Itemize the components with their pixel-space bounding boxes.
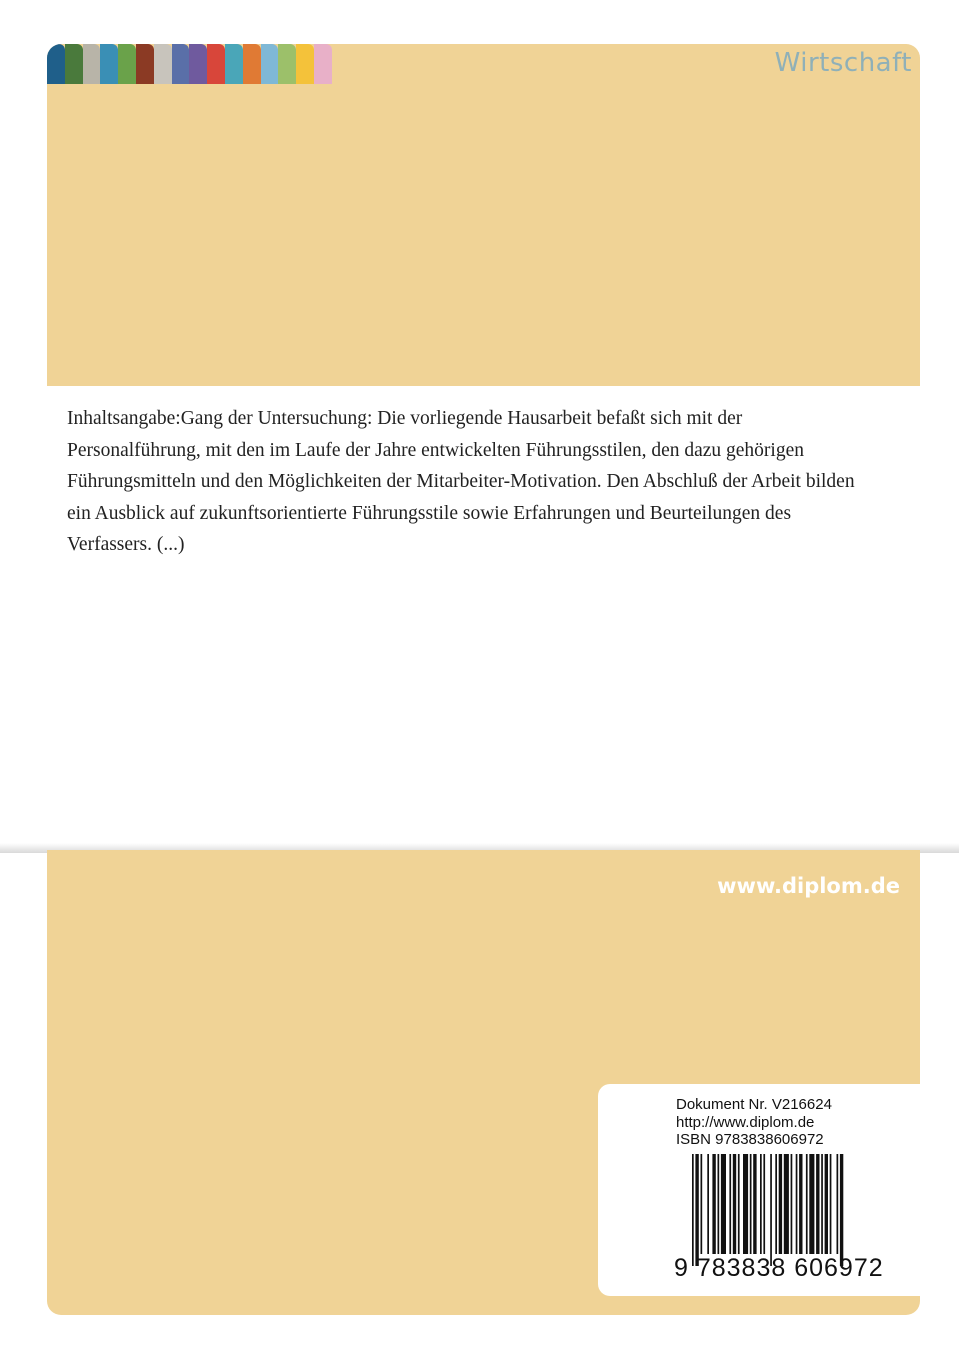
document-meta [676, 1096, 832, 1149]
barcode-digits: 9 783838 606972 [674, 1254, 884, 1282]
document-url: http://www.diplom.de [676, 1113, 815, 1131]
color-stripe [172, 44, 190, 84]
color-stripe [65, 44, 83, 84]
barcode-image [692, 1154, 898, 1266]
top-color-panel [47, 44, 920, 386]
color-stripe [261, 44, 279, 84]
color-stripe [243, 44, 261, 84]
isbn-text: ISBN 9783838606972 [676, 1131, 824, 1148]
color-stripe [225, 44, 243, 84]
color-stripe [83, 44, 101, 84]
color-stripes [47, 44, 332, 84]
document-number: Dokument Nr. V216624 [676, 1096, 832, 1113]
color-stripe [118, 44, 136, 84]
color-stripe [278, 44, 296, 84]
abstract-text: Inhaltsangabe:Gang der Untersuchung: Die vorliegende Hausarbeit befaßt sich mit der Personalführung, mit den im Laufe der Jahre entwickelten Führungsstilen, den dazu gehörigen Führungsmitteln und den Möglichkeiten der Mitarbeiter-Motivation. Den Abschluß der Arbeit bilden ein Ausblick auf zukunftsorientierte Führungsstile sowie Erfahrungen und Beurteilungen des Verfassers. (...) [67, 408, 855, 556]
color-stripe [47, 44, 65, 84]
color-stripe [296, 44, 314, 84]
color-stripe [100, 44, 118, 84]
color-stripe [154, 44, 172, 84]
category-label: Wirtschaft [774, 48, 912, 78]
color-stripe [314, 44, 332, 84]
color-stripe [136, 44, 154, 84]
color-stripe [189, 44, 207, 84]
color-stripe [207, 44, 225, 84]
barcode-box [598, 1084, 920, 1296]
website-label: www.diplom.de [717, 874, 900, 898]
